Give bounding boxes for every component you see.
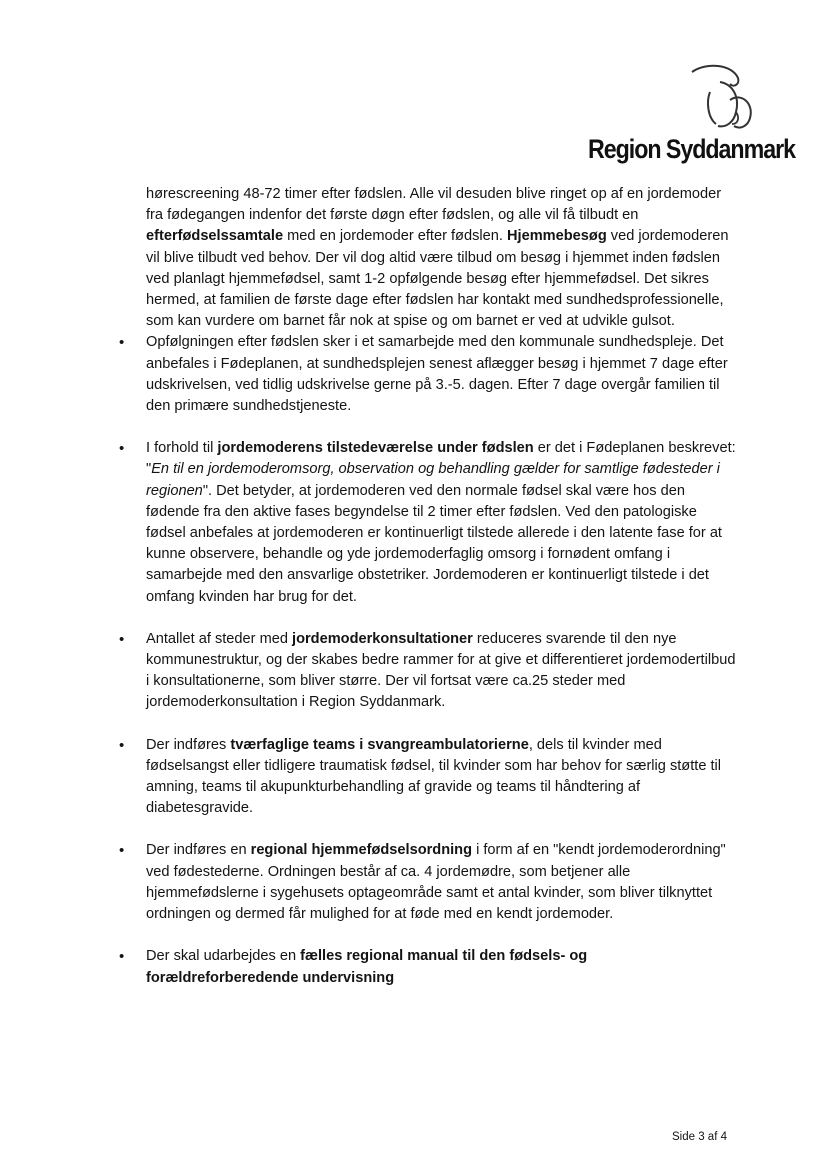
bullet-glyph: • [119,334,125,352]
intro-paragraph [146,184,736,332]
list-item [119,332,736,417]
text-run: i form af en "kendt jordemoderordning" ved fødestederne. Ordningen består af ca. 4 jordemødre, som betjener alle hjemmefødslerne i sygehusets optageområde samt et antal kvinder, som bliver tilknyttet ordningen og dermed får mulighed for at føde med en kendt jordemoder. [146,842,726,923]
bold-run: tværfaglige teams i svangreambulatorierne [230,736,529,753]
text-run: , dels til kvinder med fødselsangst eller tidligere traumatisk fødsel, til kvinder som har behov for særlig støtte til amning, teams til akupunkturbehandling af gravide og teams til håndtering af diabetesgravide. [146,736,722,817]
region-logo-icon [680,62,760,134]
text-run: reduceres svarende til den nye kommunestruktur, og der skabes bedre rammer for at give et differentieret jordemodertilbud i konsultationerne, som bliver større. Der vil fortsat være ca.25 steder med jordemoderkonsultation i Region Syddanmark. [146,630,736,711]
text-run: med en jordemoder efter fødslen. [283,228,507,245]
list-item [119,438,736,608]
bold-run: jordemoderens tilstedeværelse under fødslen [217,440,534,457]
bullet-glyph: • [119,736,125,754]
text-run: ved jordemoderen vil blive tilbudt ved behov. Der vil dog altid være tilbud om besøg i hjemmet inden fødslen ved planlagt hjemmefødsel, samt 1-2 opfølgende besøg efter hjemmefødsel. Det sikres hermed, at familien de første dage efter fødslen har kontakt med sundhedsprofessionelle, som kan vurdere om barnet får nok at spise og om barnet er ved at udvikle gulsot. [146,228,729,330]
region-logo [588,62,795,170]
list-item [119,735,736,820]
text-run: er det i Fødeplanen beskrevet: " [146,440,736,478]
text-run: ". Det betyder, at jordemoderen ved den normale fødsel skal være hos den fødende fra den aktive fases begyndelse til 2 timer efter fødslen. Ved den patologiske fødsel anbefales at jordemoderen er kontinuerligt tilstede allerede i den latente fase for at kunne observere, behandle og yde jordemoderfaglig omsorg i fornødent omfang i samarbejde med den ansvarlige obstetriker. Jordemoderen er kontinuerligt tilstede i det omfang kvinden har brug for det. [146,482,722,605]
bullet-list [119,332,736,988]
text-run: Der indføres en [146,842,251,859]
text-run: I forhold til [146,440,218,457]
list-item [119,946,736,988]
bold-run: fælles regional manual til den fødsels- og forældreforberedende undervisning [146,948,588,986]
bold-run: jordemoderkonsultationer [292,630,473,647]
bullet-glyph: • [119,948,125,966]
text-run: Der skal udarbejdes en [146,948,301,965]
text-run: Opfølgningen efter fødslen sker i et samarbejde med den kommunale sundhedspleje. Det anbefales i Fødeplanen, at sundhedsplejen senest aflægger besøg i hjemmet 7 dage efter udskrivelsen, ved tidlig udskrivelse gerne på 3.-5. dagen. Efter 7 dage overgår familien til den primære sundhedstjeneste. [146,334,728,415]
bold-run: efterfødselssamtale [146,228,284,245]
bullet-glyph: • [119,630,125,648]
bullet-glyph: • [119,842,125,860]
list-item [119,840,736,925]
page-number: Side 3 af 4 [672,1131,727,1143]
bold-run: regional hjemmefødselsordning [250,842,473,859]
text-run: Der indføres [146,736,231,753]
bullet-glyph: • [119,440,125,458]
document-body [119,184,736,989]
bold-run: Hjemmebesøg [506,228,607,245]
text-run: hørescreening 48-72 timer efter fødslen. Alle vil desuden blive ringet op af en jordemoder fra fødegangen indenfor det første døgn efter fødslen, og alle vil få tilbudt en [146,186,722,224]
text-run: Antallet af steder med [146,630,293,647]
logo-text: Region Syddanmark [588,134,795,164]
list-item [119,629,736,714]
italic-run: En til en jordemoderomsorg, observation og behandling gælder for samtlige fødesteder i regionen [146,461,720,499]
